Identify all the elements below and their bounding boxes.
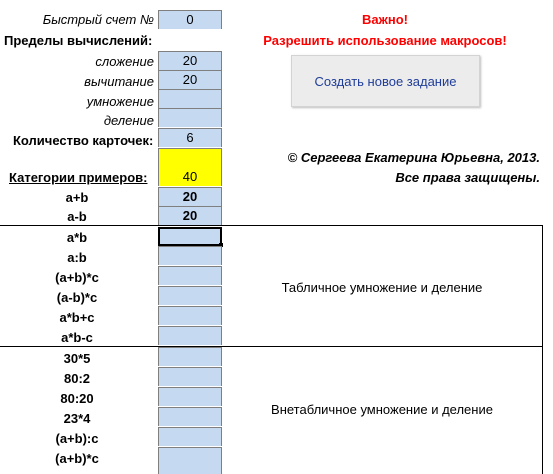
copyright-line: © Сергеева Екатерина Юрьевна, 2013.: [287, 150, 540, 165]
limit-cell-addition[interactable]: 20: [158, 51, 222, 70]
limits-title: Пределы вычислений:: [4, 33, 153, 48]
create-new-task-button[interactable]: Создать новое задание: [291, 55, 480, 107]
cards-cell[interactable]: 6: [158, 128, 222, 147]
extra-item-cell[interactable]: [158, 407, 222, 426]
limit-cell-multiplication[interactable]: [158, 89, 222, 108]
extra-group-caption: Внетабличное умножение и деление: [271, 402, 493, 417]
category-cell-a-minus-b[interactable]: 20: [158, 206, 222, 225]
limit-label-division: деление: [103, 113, 154, 128]
group-extra-right-border: [542, 346, 543, 474]
category-label-a-plus-b: a+b: [65, 190, 89, 205]
group-table-top-border: [0, 225, 542, 226]
table-group-caption: Табличное умножение и деление: [281, 280, 483, 295]
extra-item-label: 23*4: [63, 411, 91, 426]
table-item-cell[interactable]: [158, 286, 222, 305]
category-label-a-minus-b: a-b: [67, 209, 87, 224]
group-table-right-border: [542, 225, 543, 346]
table-item-cell[interactable]: [158, 266, 222, 285]
table-item-label: a*b+c: [59, 310, 95, 325]
limit-cell-subtraction[interactable]: 20: [158, 70, 222, 89]
cards-label: Количество карточек:: [13, 133, 154, 148]
table-item-cell[interactable]: [158, 326, 222, 345]
notice-macros: Разрешить использование макросов!: [263, 33, 507, 48]
category-cell-a-plus-b[interactable]: 20: [158, 187, 222, 206]
limit-label-subtraction: вычитание: [84, 74, 154, 89]
limit-label-addition: сложение: [95, 54, 154, 69]
categories-total-cell[interactable]: 40: [158, 148, 222, 186]
extra-item-label: 80:2: [63, 371, 91, 386]
limit-cell-division[interactable]: [158, 108, 222, 127]
table-item-cell[interactable]: [158, 246, 222, 265]
extra-item-label: 80:20: [60, 391, 94, 406]
extra-item-label: 30*5: [63, 351, 91, 366]
table-item-label: (a-b)*c: [56, 290, 98, 305]
categories-label: Категории примеров:: [9, 170, 148, 185]
limits-title-empty-cell[interactable]: [158, 31, 222, 50]
quick-score-cell[interactable]: 0: [158, 10, 222, 29]
table-item-cell[interactable]: [158, 306, 222, 325]
extra-item-cell[interactable]: [158, 447, 222, 474]
extra-item-cell[interactable]: [158, 367, 222, 386]
table-item-label: (a+b)*c: [55, 270, 99, 285]
notice-title: Важно!: [362, 12, 408, 27]
table-item-cell-selected[interactable]: [158, 227, 222, 246]
extra-item-cell[interactable]: [158, 347, 222, 366]
limit-label-multiplication: умножение: [86, 94, 154, 109]
table-item-label: a:b: [67, 250, 87, 265]
group-extra-top-border: [0, 346, 542, 347]
rights-line: Все права защищены.: [395, 170, 540, 185]
table-item-label: a*b-c: [61, 330, 93, 345]
extra-item-label: (a+b):c: [55, 431, 99, 446]
extra-item-label: (a+b)*c: [55, 451, 99, 466]
extra-item-cell[interactable]: [158, 387, 222, 406]
table-item-label: a*b: [66, 230, 88, 245]
quick-score-label: Быстрый счет №: [42, 12, 154, 27]
extra-item-cell[interactable]: [158, 427, 222, 446]
